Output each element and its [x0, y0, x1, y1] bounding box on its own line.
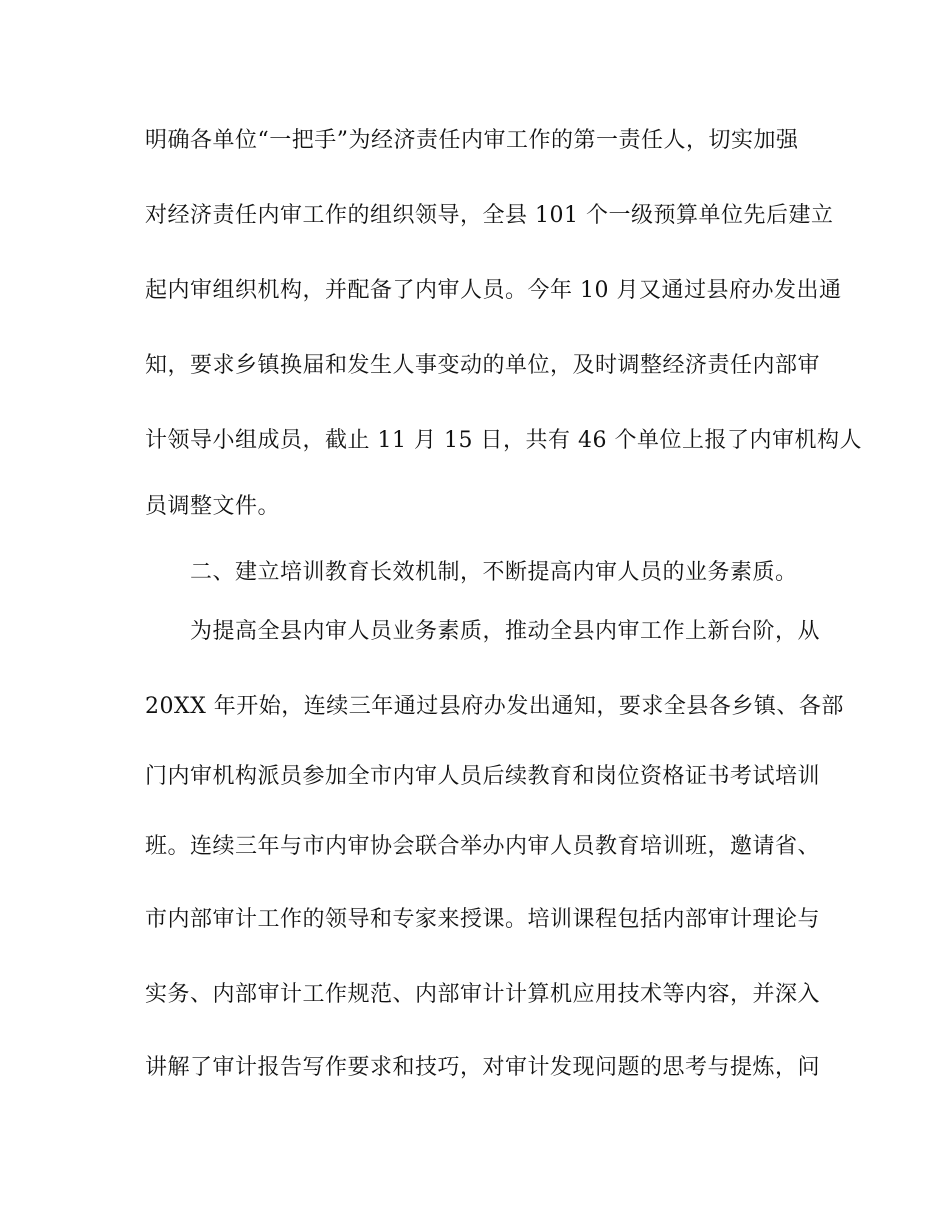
body-text-line: 对经济责任内审工作的组织领导，全县 101 个一级预算单位先后建立	[145, 203, 834, 228]
body-text-line: 20XX 年开始，连续三年通过县府办发出通知，要求全县各乡镇、各部	[145, 694, 844, 719]
body-text-line: 班。连续三年与市内审协会联合举办内审人员教育培训班，邀请省、	[145, 834, 821, 859]
section-heading: 二、建立培训教育长效机制，不断提高内审人员的业务素质。	[190, 560, 798, 585]
body-text-line: 门内审机构派员参加全市内审人员后续教育和岗位资格证书考试培训	[145, 764, 821, 789]
body-text-line: 实务、内部审计工作规范、内部审计计算机应用技术等内容，并深入	[145, 982, 821, 1007]
body-text-line: 知，要求乡镇换届和发生人事变动的单位，及时调整经济责任内部审	[145, 353, 821, 378]
paragraph-first-line: 为提高全县内审人员业务素质，推动全县内审工作上新台阶，从	[190, 619, 821, 644]
body-text-line: 员调整文件。	[145, 494, 281, 519]
body-text-line: 讲解了审计报告写作要求和技巧，对审计发现问题的思考与提炼，问	[145, 1055, 821, 1080]
body-text-line: 明确各单位“一把手”为经济责任内审工作的第一责任人，切实加强	[145, 128, 799, 153]
body-text-line: 计领导小组成员，截止 11 月 15 日，共有 46 个单位上报了内审机构人	[145, 428, 862, 453]
body-text-line: 起内审组织机构，并配备了内审人员。今年 10 月又通过县府办发出通	[145, 278, 842, 303]
body-text-line: 市内部审计工作的领导和专家来授课。培训课程包括内部审计理论与	[145, 907, 821, 932]
